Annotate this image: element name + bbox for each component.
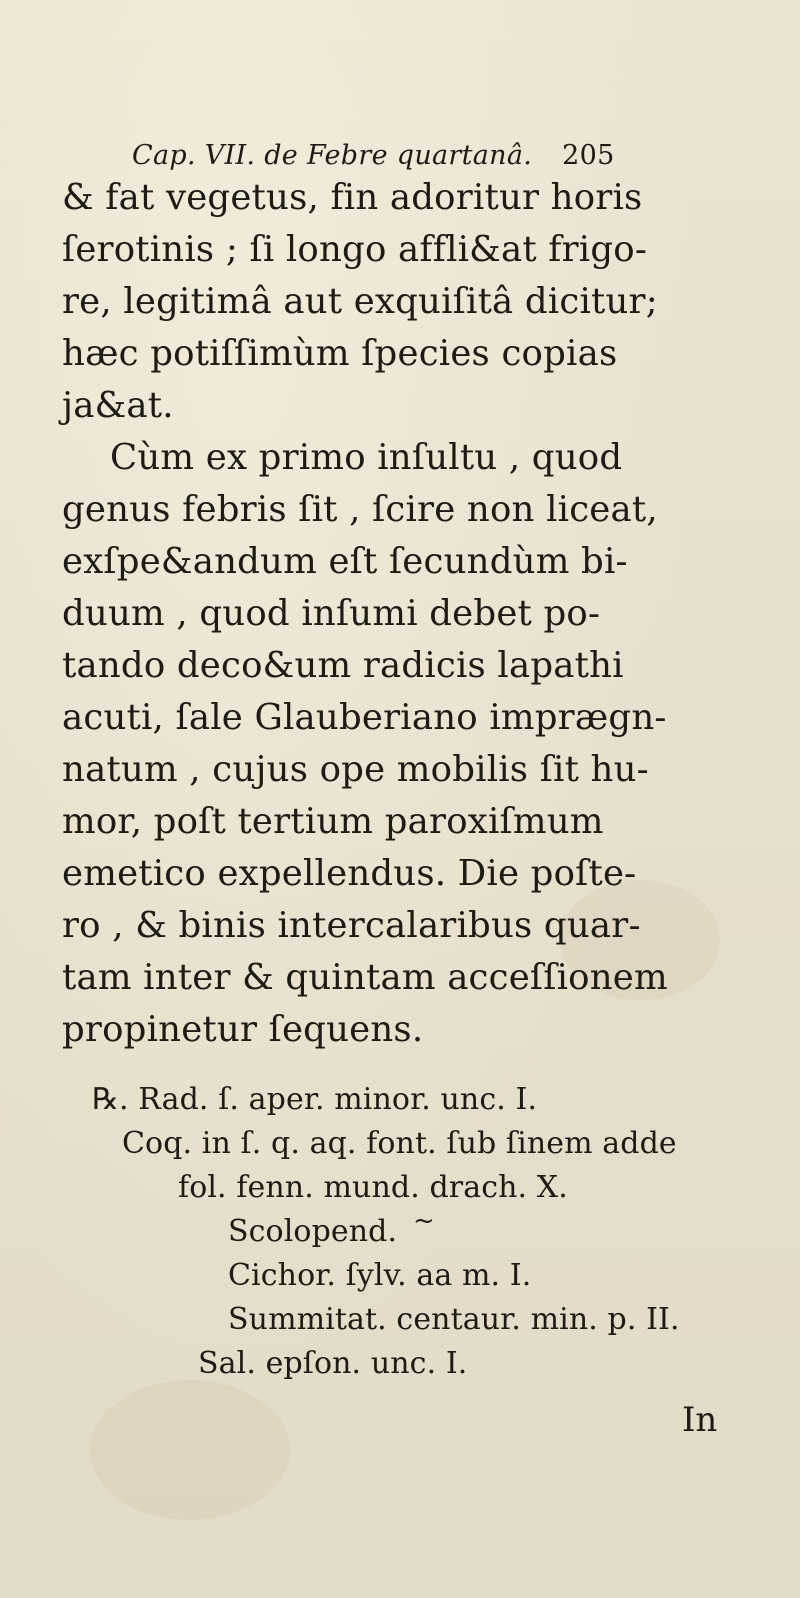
abbreviation-tilde: ~ xyxy=(413,1206,435,1236)
body-line: & fat vegetus, fin adoritur horis xyxy=(62,177,643,218)
body-line: emetico expellendus. Die poſte- xyxy=(62,853,637,894)
body-line: re, legitimâ aut exquiſitâ dicitur; xyxy=(62,281,658,322)
recipe-line: ℞. Rad. ſ. aper. minor. unc. I. xyxy=(92,1082,538,1117)
body-line: ro , & binis intercalaribus quar- xyxy=(62,905,641,946)
running-title: Cap. VII. de Febre quartanâ. xyxy=(132,140,533,171)
recipe-line: Scolopend. xyxy=(228,1214,398,1249)
running-header xyxy=(132,140,615,171)
catchword: In xyxy=(682,1400,718,1440)
body-line: duum , quod inſumi debet po- xyxy=(62,593,601,634)
recipe-line: Sal. epſon. unc. I. xyxy=(198,1346,468,1381)
recipe-line: Cichor. ſylv. aa m. I. xyxy=(228,1258,532,1293)
recipe-line: Summitat. centaur. min. p. II. xyxy=(228,1302,680,1337)
body-line: propinetur ſequens. xyxy=(62,1009,424,1050)
body-line: natum , cujus ope mobilis ſit hu- xyxy=(62,749,649,790)
body-line: ſerotinis ; ſi longo affli&at frigo- xyxy=(62,229,648,270)
body-line: genus febris ſit , ſcire non liceat, xyxy=(62,489,658,530)
page-number: 205 xyxy=(562,140,615,171)
body-line: tando deco&um radicis lapathi xyxy=(62,645,624,686)
recipe-line: fol. fenn. mund. drach. X. xyxy=(178,1170,568,1205)
body-line: tam inter & quintam acceſſionem xyxy=(62,957,668,998)
body-line: exſpe&andum eſt ſecundùm bi- xyxy=(62,541,628,582)
body-line: ja&at. xyxy=(62,385,174,426)
recipe-line: Coq. in ſ. q. aq. font. ſub ſinem adde xyxy=(122,1126,677,1161)
body-line: hæc potiſſimùm ſpecies copias xyxy=(62,333,618,374)
paper-stain xyxy=(90,1380,290,1520)
body-line: acuti, ſale Glauberiano imprægn- xyxy=(62,697,667,738)
body-line: mor, poſt tertium paroxiſmum xyxy=(62,801,604,842)
body-line: Cùm ex primo inſultu , quod xyxy=(110,437,623,478)
